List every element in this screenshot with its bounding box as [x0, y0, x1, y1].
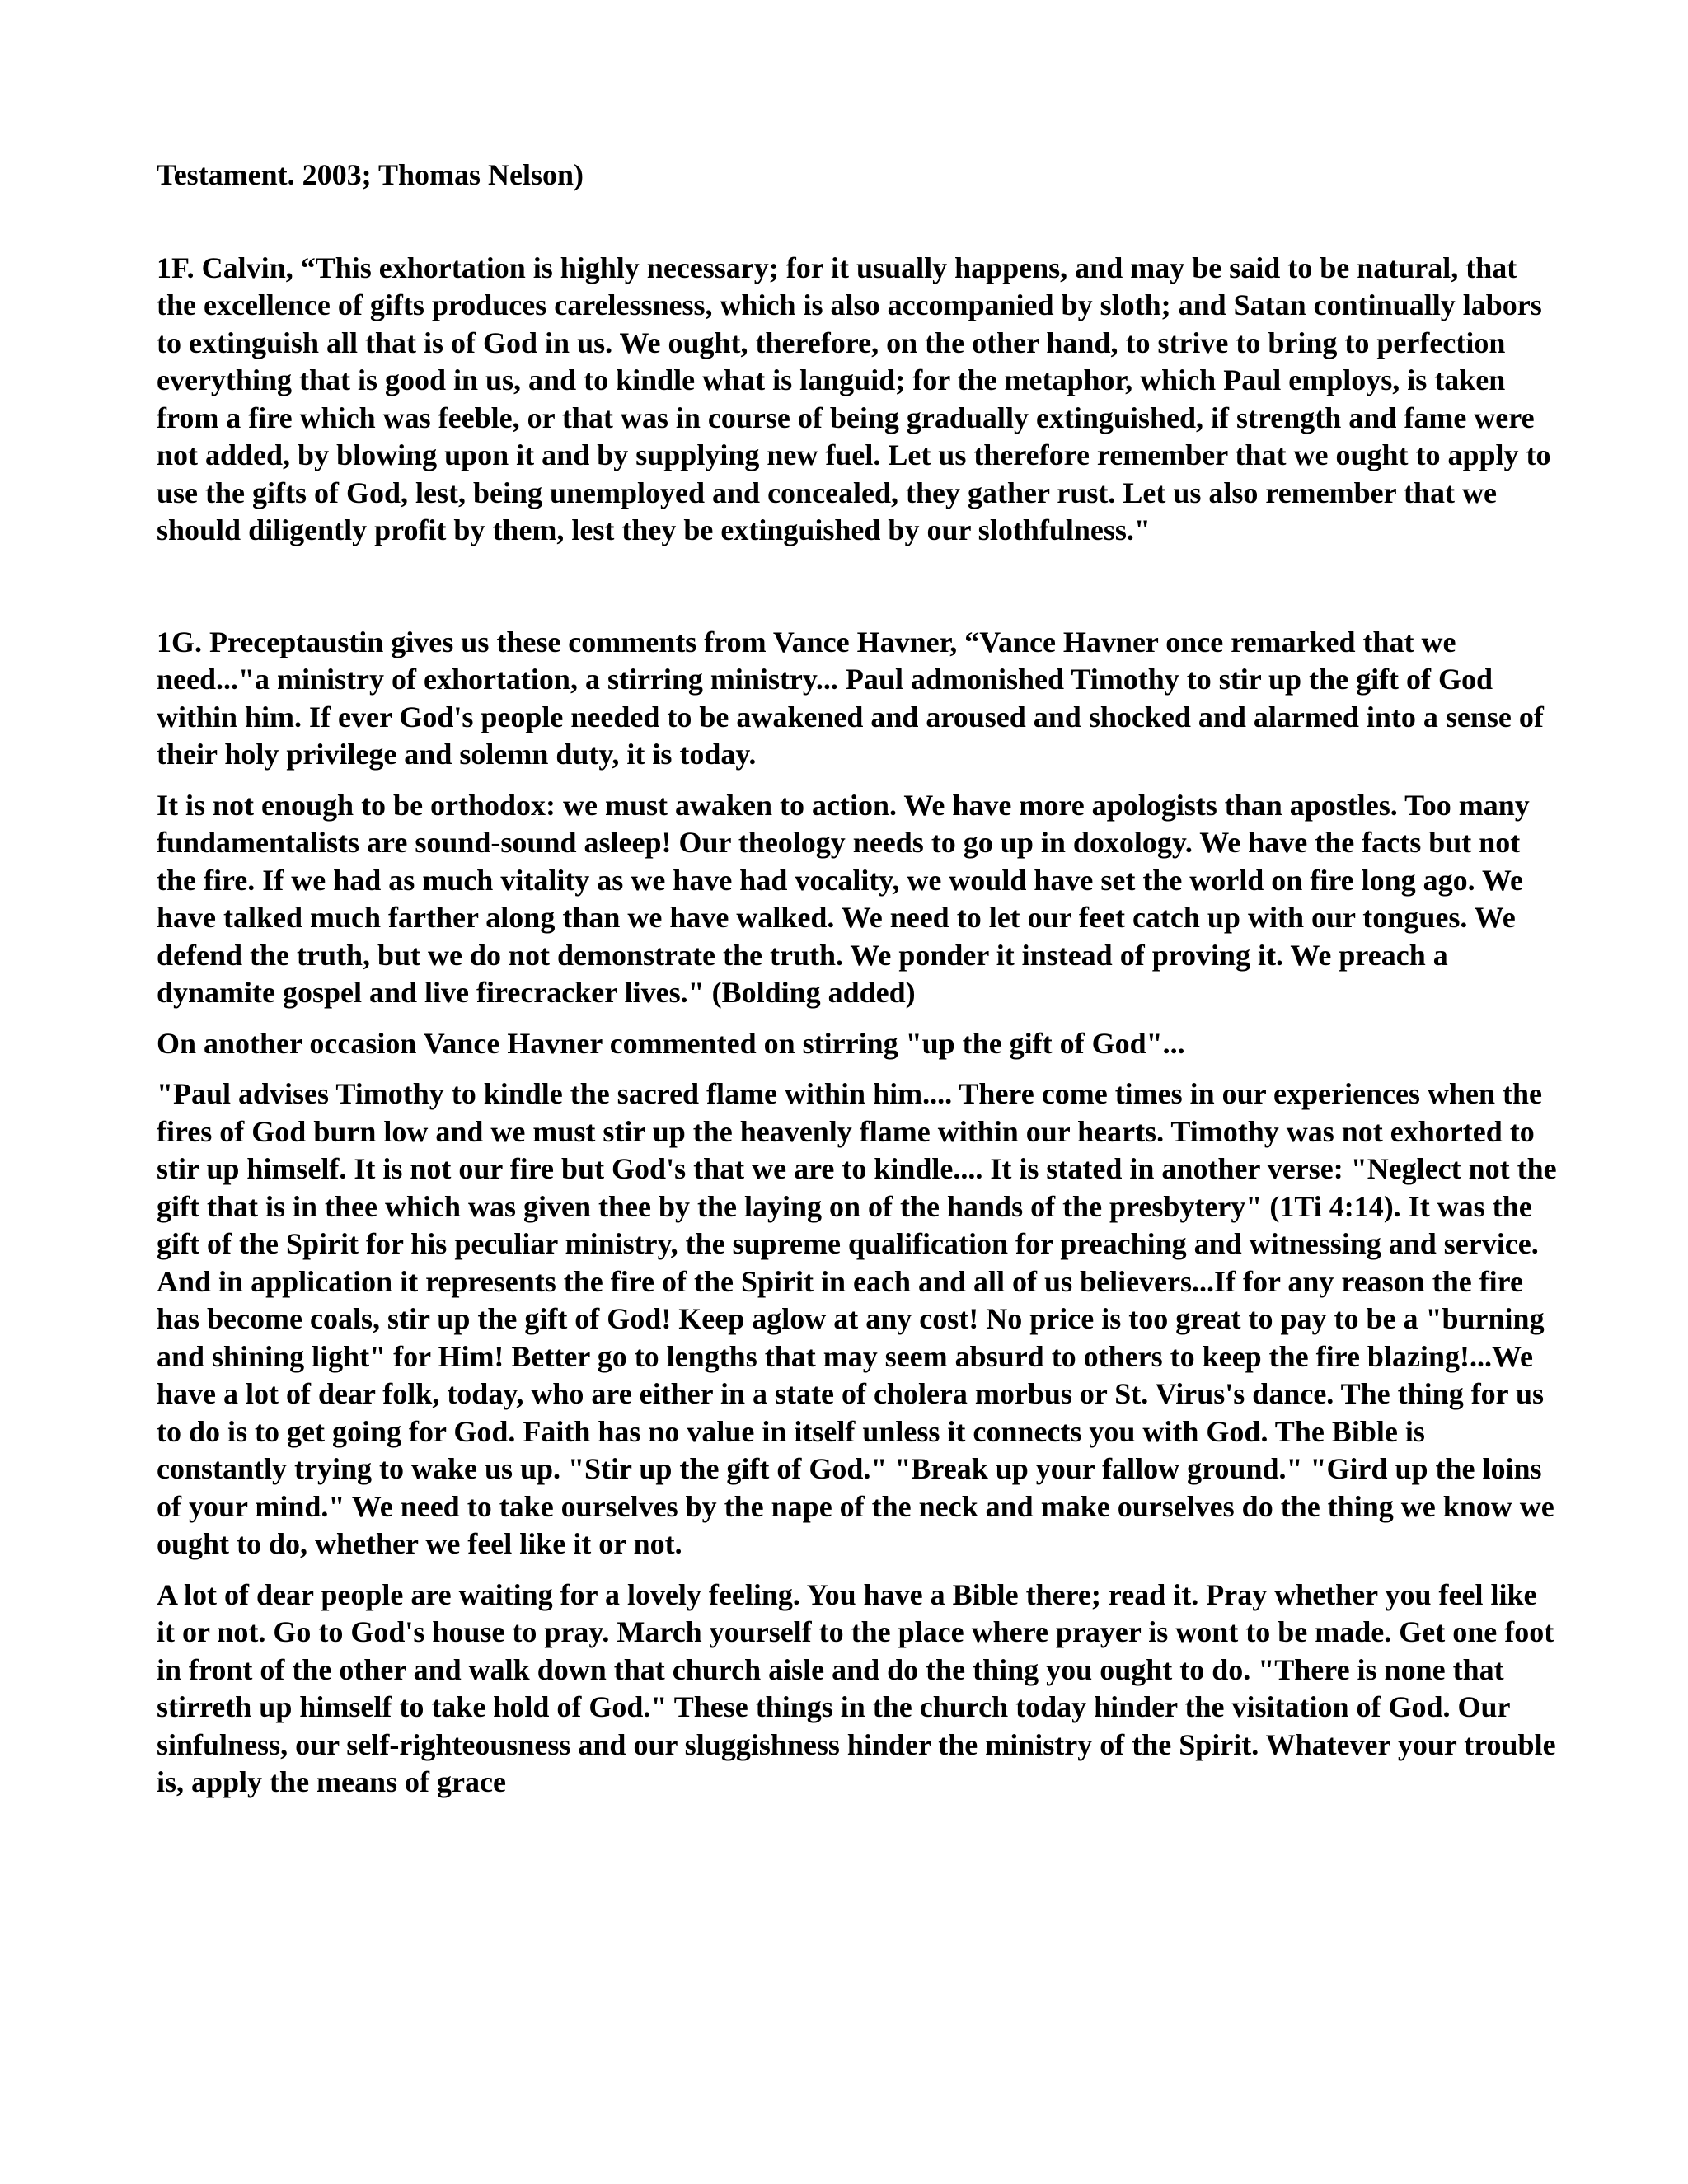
paragraph-preceptaustin-footnote: 1G. Preceptaustin gives us these comments from Vance Havner, “Vance Havner once remarked that we need..."a ministry of exhortation, a stirring ministry... Paul admonished Timothy to stir up the gift of God within him. If ever God's people needed to be awakened and aroused and shocked and alarmed into a sense of their holy privilege and solemn duty, it is today. [157, 625, 1544, 771]
paragraph-citation-end: Testament. 2003; Thomas Nelson) [157, 158, 584, 191]
paragraph-orthodox: It is not enough to be orthodox: we must awaken to action. We have more apologists than apostles. Too many fundamentalists are sound-sound asleep! Our theology needs to go up in doxology. We have the facts but not the fire. If we had as much vitality as we have had vocality, we would have set the world on fire long ago. We have talked much farther along than we have walked. We need to let our feet catch up with our tongues. We defend the truth, but we do not demonstrate the truth. We ponder it instead of proving it. We preach a dynamite gospel and live firecracker lives." (Bolding added) [157, 788, 1530, 1009]
document-page [157, 157, 1558, 1802]
paragraph-lovely-feeling: A lot of dear people are waiting for a lovely feeling. You have a Bible there; read it. Pray whether you feel like it or not. Go to God's house to pray. March yourself to the place where prayer is wont to be made. Get one foot in front of the other and walk down that church aisle and do the thing you ought to do. "There is none that stirreth up himself to take hold of God." These things in the church today hinder the visitation of God. Our sinfulness, our self-righteousness and our sluggishness hinder the ministry of the Spirit. Whatever your trouble is, apply the means of grace [157, 1577, 1556, 1798]
paragraph-another-occasion: On another occasion Vance Havner commented on stirring "up the gift of God"... [157, 1026, 1185, 1060]
paragraph-calvin-footnote: 1F. Calvin, “This exhortation is highly necessary; for it usually happens, and may be said to be natural, that the excellence of gifts produces carelessness, which is also accompanied by sloth; and Satan continually labors to extinguish all that is of God in us. We ought, therefore, on the other hand, to strive to bring to perfection everything that is good in us, and to kindle what is languid; for the metaphor, which Paul employs, is taken from a fire which was feeble, or that was in course of being gradually extinguished, if strength and fame were not added, by blowing upon it and by supplying new fuel. Let us therefore remember that we ought to apply to use the gifts of God, lest, being unemployed and concealed, they gather rust. Let us also remember that we should diligently profit by them, lest they be extinguished by our slothfulness." [157, 251, 1551, 546]
paragraph-paul-advises: "Paul advises Timothy to kindle the sacred flame within him.... There come times in our experiences when the fires of God burn low and we must stir up the heavenly flame within our hearts. Timothy was not exhorted to stir up himself. It is not our fire but God's that we are to kindle.... It is stated in another verse: "Neglect not the gift that is in thee which was given thee by the laying on of the hands of the presbytery" (1Ti 4:14). It was the gift of the Spirit for his peculiar ministry, the supreme qualification for preaching and witnessing and service. And in application it represents the fire of the Spirit in each and all of us believers...If for any reason the fire has become coals, stir up the gift of God! Keep aglow at any cost! No price is too great to pay to be a "burning and shining light" for Him! Better go to lengths that may seem absurd to others to keep the fire blazing!...We have a lot of dear folk, today, who are either in a state of cholera morbus or St. Virus's dance. The thing for us to do is to get going for God. Faith has no value in itself unless it connects you with God. The Bible is constantly trying to wake us up. "Stir up the gift of God." "Break up your fallow ground." "Gird up the loins of your mind." We need to take ourselves by the nape of the neck and make ourselves do the thing we know we ought to do, whether we feel like it or not. [157, 1077, 1557, 1560]
